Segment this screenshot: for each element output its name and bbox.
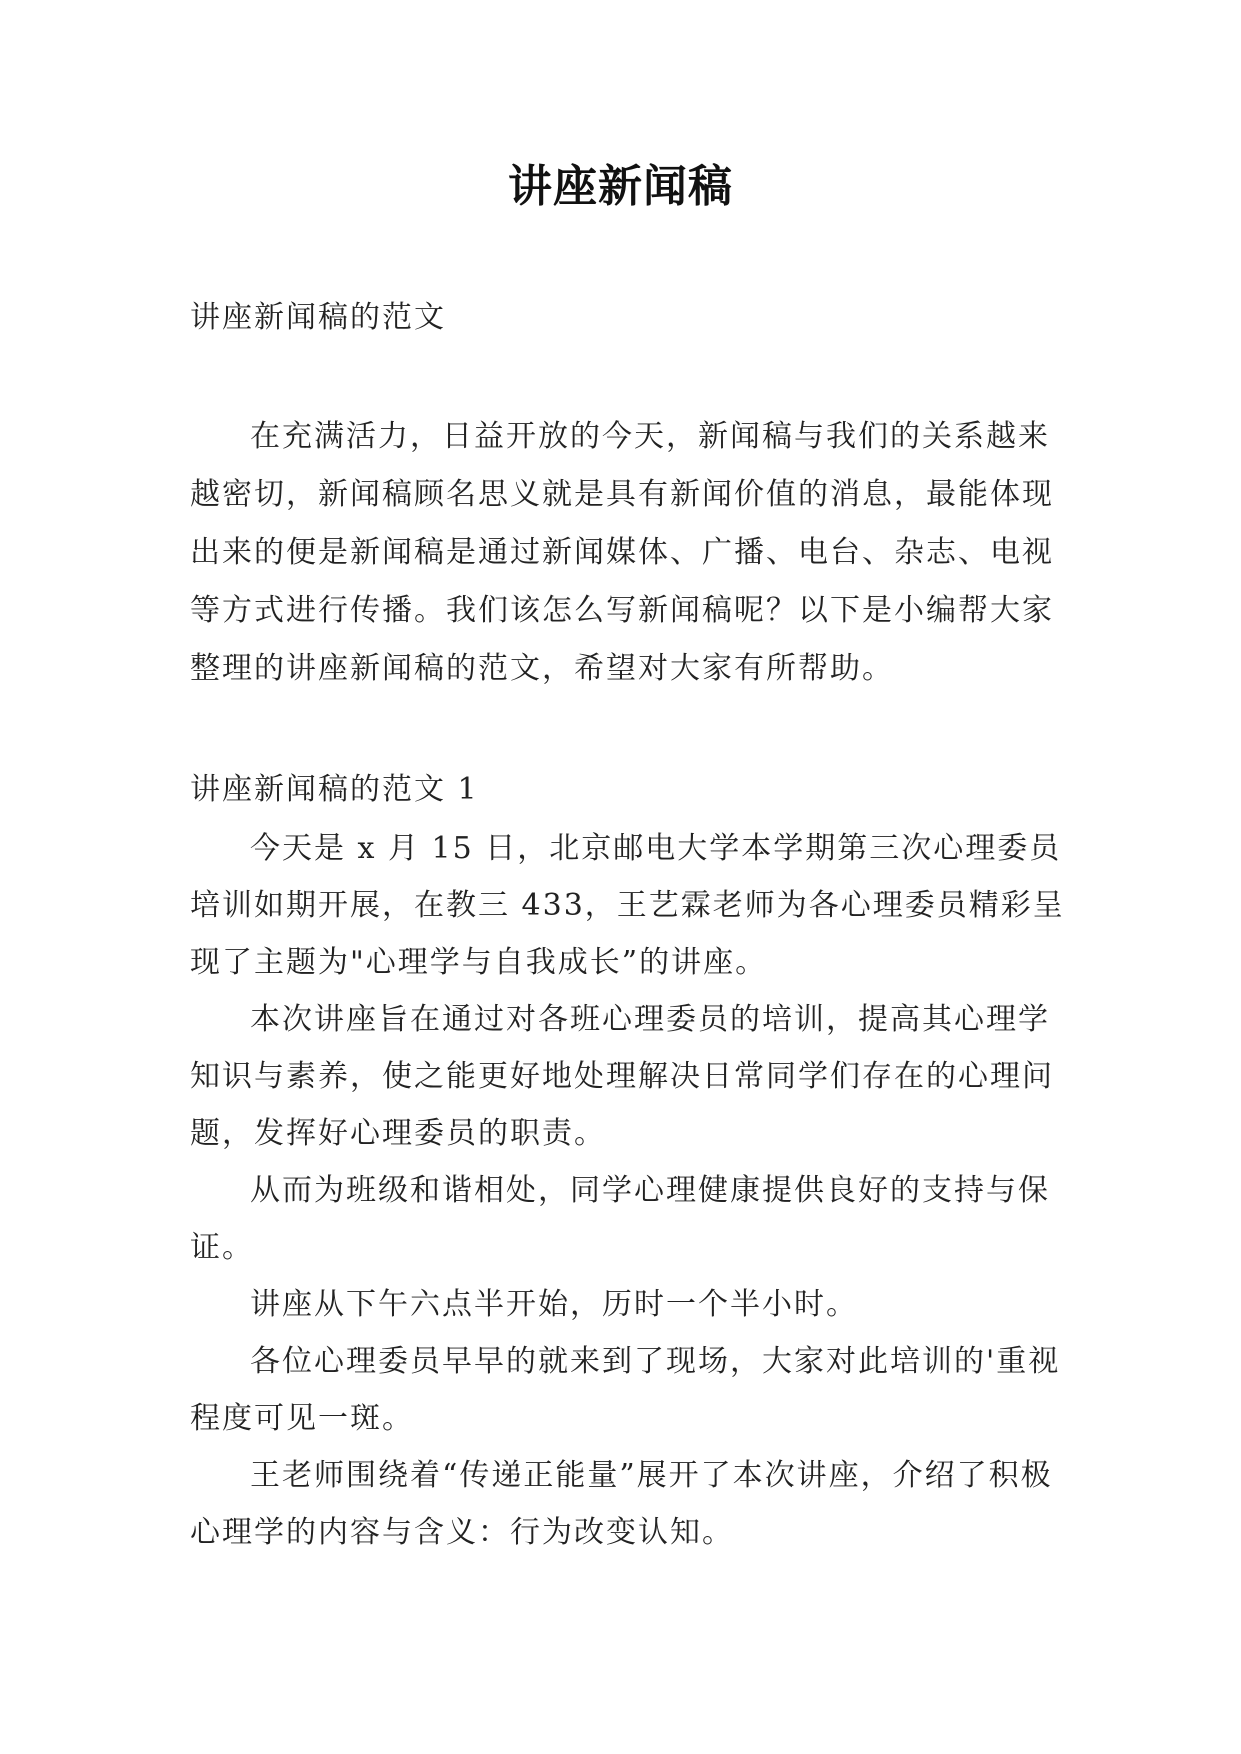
section-1-paragraph: 从而为班级和谐相处，同学心理健康提供良好的支持与保证。 xyxy=(190,1173,1050,1265)
document-title: 讲座新闻稿 xyxy=(508,161,733,212)
document-subheading: 讲座新闻稿的范文 xyxy=(190,300,446,335)
section-1-paragraph: 讲座从下午六点半开始，历时一个半小时。 xyxy=(250,1287,858,1322)
intro-paragraph: 在充满活力，日益开放的今天，新闻稿与我们的关系越来越密切，新闻稿顾名思义就是具有新闻价值的消息，最能体现出来的便是新闻稿是通过新闻媒体、广播、电台、杂志、电视等方式进行传播。我们该怎么写新闻稿呢？以下是小编帮大家整理的讲座新闻稿的范文，希望对大家有所帮助。 xyxy=(190,419,1054,686)
section-1-body xyxy=(190,820,1070,1561)
intro-section xyxy=(190,408,1070,698)
section-1-paragraph: 王老师围绕着“传递正能量”展开了本次讲座，介绍了积极心理学的内容与含义：行为改变认知。 xyxy=(190,1458,1053,1550)
section-1-paragraph: 本次讲座旨在通过对各班心理委员的培训，提高其心理学知识与素养，使之能更好地处理解决日常同学们存在的心理问题，发挥好心理委员的职责。 xyxy=(190,1002,1054,1151)
section-1-paragraph: 各位心理委员早早的就来到了现场，大家对此培训的'重视程度可见一斑。 xyxy=(190,1344,1061,1436)
section-1-heading: 讲座新闻稿的范文 1 xyxy=(190,772,479,807)
section-1-paragraph: 今天是 x 月 15 日，北京邮电大学本学期第三次心理委员培训如期开展，在教三 433，王艺霖老师为各心理委员精彩呈现了主题为"心理学与自我成长”的讲座。 xyxy=(190,831,1065,980)
